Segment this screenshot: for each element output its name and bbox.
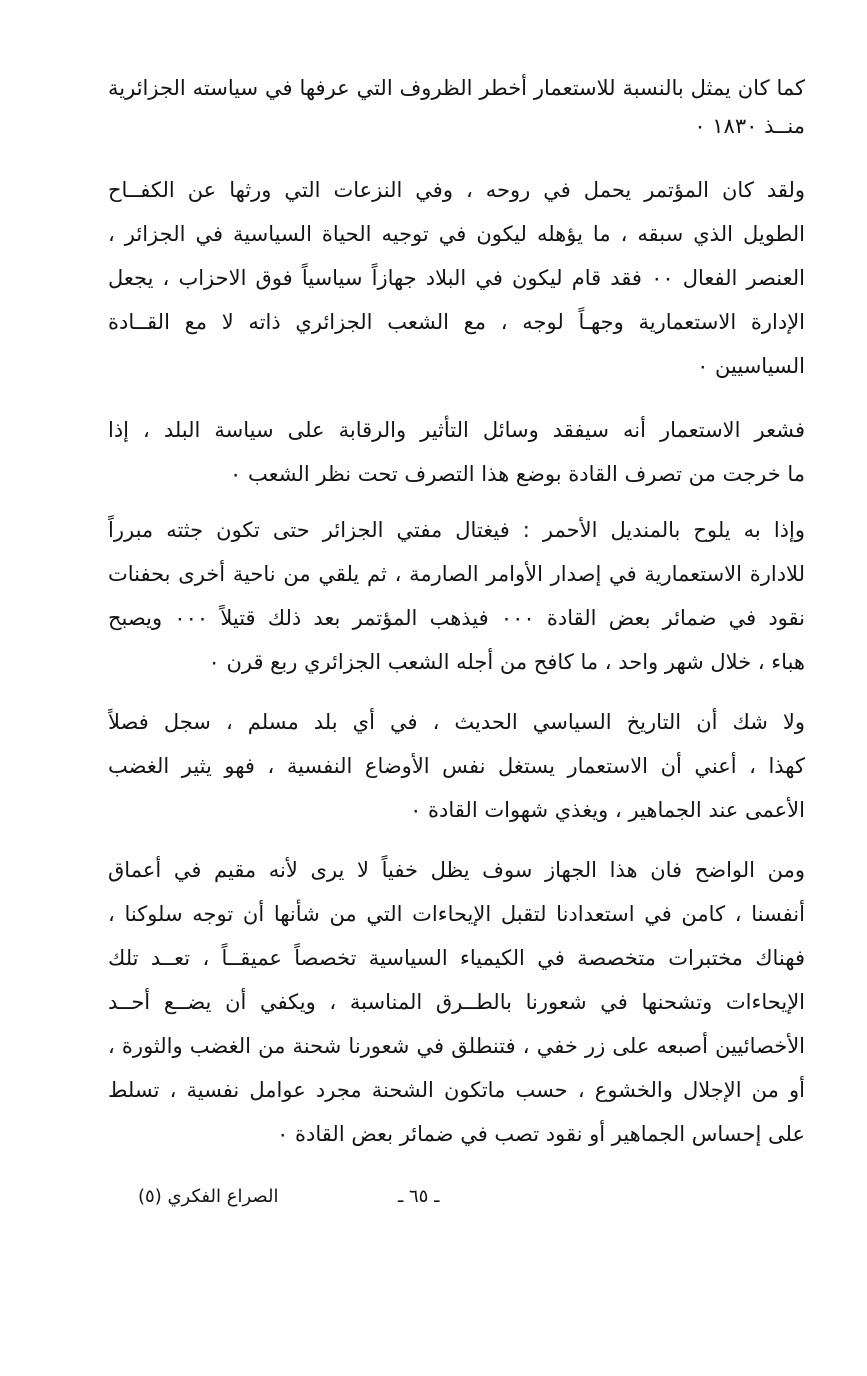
paragraph-5	[108, 704, 805, 836]
text-line: العنصر الفعال ٠٠ فقد قام ليكون في البلاد جهازاً سياسياً فوق الاحزاب ، يجعل	[108, 266, 805, 290]
paragraph-6	[108, 852, 805, 1172]
text-line: أنفسنا ، كامن في استعدادنا لتقبل الإيحاءات التي من شأنها أن توجه سلوكنا ،	[108, 902, 805, 926]
text-line: ولقد كان المؤتمر يحمل في روحه ، وفي النزعات التي ورثها عن الكفــاح	[108, 178, 805, 202]
text-line: أو من الإجلال والخشوع ، حسب ماتكون الشحنة مجرد عوامل نفسية ، تسلط	[108, 1078, 805, 1102]
text-line: منــذ ١٨٣٠ ٠	[694, 114, 805, 138]
text-line: فشعر الاستعمار أنه سيفقد وسائل التأثير والرقابة على سياسة البلد ، إذا	[108, 418, 805, 442]
text-line: للادارة الاستعمارية في إصدار الأوامر الصارمة ، ثم يلقي من ناحية أخرى بحفنات	[108, 562, 805, 586]
text-line: نقود في ضمائر بعض القادة ٠٠٠ فيذهب المؤتمر بعد ذلك قتيلاً ٠٠٠ ويصبح	[108, 606, 805, 630]
text-line: الإيحاءات وتشحنها في شعورنا بالطــرق المناسبة ، ويكفي أن يضــع أحــد	[108, 990, 805, 1014]
text-line: ولا شك أن التاريخ السياسي الحديث ، في أي بلد مسلم ، سجل فصلاً	[108, 710, 805, 734]
text-line: الطويل الذي سبقه ، ما يؤهله ليكون في توجيه الحياة السياسية في الجزائر ،	[108, 222, 805, 246]
text-line: السياسيين ٠	[697, 354, 805, 378]
page-number: ـ ٦٥ ـ	[398, 1186, 440, 1207]
text-line: فهناك مختبرات متخصصة في الكيمياء السياسية تخصصاً عميقــاً ، تعــد تلك	[108, 946, 805, 970]
text-line: وإذا به يلوح بالمنديل الأحمر : فيغتال مفتي الجزائر حتى تكون جثته مبرراً	[108, 518, 805, 542]
paragraph-4	[108, 512, 805, 688]
text-line: كهذا ، أعني أن الاستعمار يستغل نفس الأوضاع النفسية ، فهو يثير الغضب	[108, 754, 805, 778]
text-line: ما خرجت من تصرف القادة بوضع هذا التصرف تحت نظر الشعب ٠	[230, 462, 805, 486]
paragraph-2	[108, 172, 805, 392]
paragraph-1	[108, 70, 805, 146]
text-line: الأخصائيين أصبعه على زر خفي ، فتنطلق في شعورنا شحنة من الغضب والثورة ،	[108, 1034, 805, 1058]
book-title: الصراع الفكري (٥)	[138, 1186, 279, 1207]
text-line: الإدارة الاستعمارية وجهـاً لوجه ، مع الشعب الجزائري ذاته لا مع القــادة	[108, 310, 805, 334]
page-footer	[108, 1186, 805, 1216]
text-line: الأعمى عند الجماهير ، ويغذي شهوات القادة ٠	[410, 798, 805, 822]
paragraph-3	[108, 412, 805, 492]
text-line: كما كان يمثل بالنسبة للاستعمار أخطر الظروف التي عرفها في سياسته الجزائرية	[108, 76, 805, 100]
text-line: هباء ، خلال شهر واحد ، ما كافح من أجله الشعب الجزائري ربع قرن ٠	[208, 650, 805, 674]
text-line: ومن الواضح فان هذا الجهاز سوف يظل خفياً لا يرى لأنه مقيم في أعماق	[108, 858, 805, 882]
text-line: على إحساس الجماهير أو نقود تصب في ضمائر بعض القادة ٠	[277, 1122, 805, 1146]
